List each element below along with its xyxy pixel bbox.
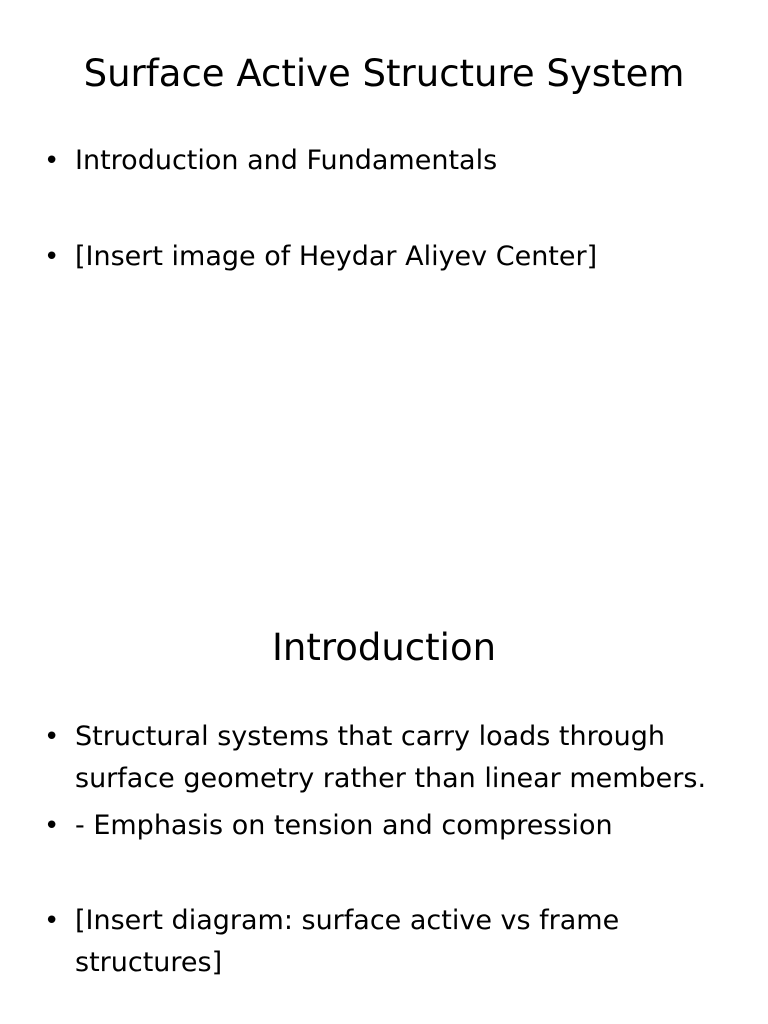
bullet-text: Structural systems that carry loads through surface geometry rather than linear members. (75, 721, 707, 794)
bullet-dot-icon: • (44, 722, 60, 752)
bullet-text: - Emphasis on tension and compression (75, 810, 613, 841)
bullet-dot-icon: • (44, 906, 60, 936)
bullet-text: [Insert diagram: surface active vs frame structures] (75, 905, 620, 978)
slide-title: Introduction (271, 626, 497, 669)
slide-2 (0, 576, 768, 1024)
bullet-text: Introduction and Fundamentals (75, 145, 498, 176)
bullet-text: [Insert image of Heydar Aliyev Center] (75, 241, 598, 272)
bullet-dot-icon: • (44, 811, 60, 841)
slide-title: Surface Active Structure System (83, 52, 685, 95)
bullet-dot-icon: • (44, 146, 60, 176)
bullet-dot-icon: • (44, 242, 60, 272)
